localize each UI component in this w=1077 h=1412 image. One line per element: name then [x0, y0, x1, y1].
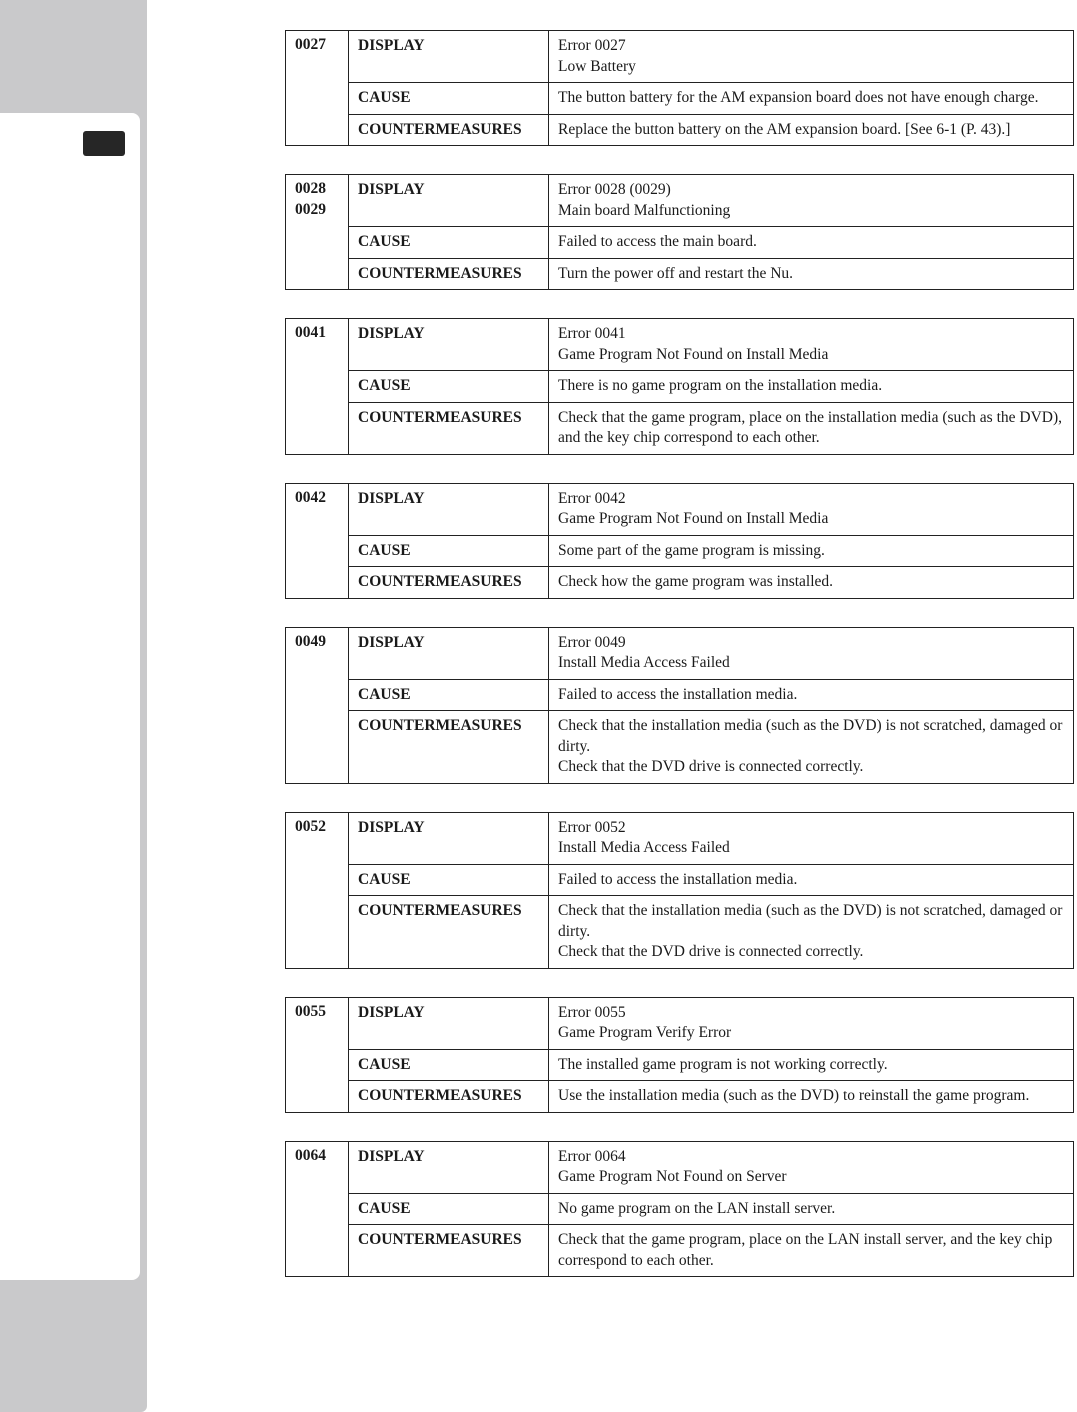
error-row-display — [286, 31, 1074, 83]
error-row-countermeasures — [286, 896, 1074, 969]
error-row-cause — [286, 371, 1074, 403]
countermeasures-label: COUNTERMEASURES — [349, 1081, 549, 1113]
countermeasures-text-line: Use the installation media (such as the DVD) to reinstall the game program. — [558, 1087, 1030, 1104]
error-row-countermeasures — [286, 402, 1074, 454]
cause-value — [549, 1193, 1074, 1225]
error-code-cell — [286, 1141, 349, 1277]
error-row-display — [286, 1141, 1074, 1193]
error-table — [285, 1141, 1074, 1278]
display-text-line: Low Battery — [558, 57, 636, 75]
error-row-cause — [286, 83, 1074, 115]
display-value — [549, 483, 1074, 535]
error-code: 0027 — [295, 36, 326, 53]
error-row-cause — [286, 227, 1074, 259]
error-code: 0042 — [295, 488, 326, 506]
error-code-cell — [286, 997, 349, 1112]
display-text-line: Error 0052 — [558, 818, 626, 836]
countermeasures-label: COUNTERMEASURES — [349, 1225, 549, 1277]
error-row-cause — [286, 535, 1074, 567]
display-text-line: Error 0041 — [558, 325, 626, 342]
error-code: 0041 — [295, 324, 326, 341]
cause-value — [549, 864, 1074, 896]
display-text-line: Install Media Access Failed — [558, 839, 730, 856]
countermeasures-text-line: Check that the DVD drive is connected correctly. — [558, 758, 864, 775]
cause-label: CAUSE — [349, 227, 549, 259]
display-text-line: Error 0028 (0029) — [558, 181, 671, 198]
display-text-line: Game Program Not Found on Server — [558, 1168, 787, 1185]
error-table — [285, 483, 1074, 599]
cause-label: CAUSE — [349, 371, 549, 403]
display-text-line: Error 0049 — [558, 633, 626, 651]
error-row-countermeasures — [286, 114, 1074, 146]
display-value — [549, 31, 1074, 83]
display-text-line: Error 0064 — [558, 1147, 626, 1165]
display-value — [549, 997, 1074, 1049]
error-row-cause — [286, 864, 1074, 896]
display-label: DISPLAY — [349, 1141, 549, 1193]
cause-value — [549, 679, 1074, 711]
countermeasures-value — [549, 1225, 1074, 1277]
cause-text-line: Failed to access the installation media. — [558, 685, 798, 703]
cause-label: CAUSE — [349, 1049, 549, 1081]
display-value — [549, 1141, 1074, 1193]
error-code: 0049 — [295, 632, 326, 650]
error-code-cell — [286, 31, 349, 146]
error-code-cell — [286, 319, 349, 455]
error-code: 0028 — [295, 180, 326, 197]
cause-value — [549, 371, 1074, 403]
error-table — [285, 812, 1074, 969]
error-code: 0055 — [295, 1002, 326, 1020]
error-table — [285, 30, 1074, 146]
error-table — [285, 318, 1074, 455]
error-code: 0064 — [295, 1146, 326, 1164]
error-row-display — [286, 627, 1074, 679]
error-row-display — [286, 175, 1074, 227]
display-value — [549, 812, 1074, 864]
countermeasures-label: COUNTERMEASURES — [349, 258, 549, 290]
error-code-cell — [286, 812, 349, 968]
cause-label: CAUSE — [349, 535, 549, 567]
cause-text-line: Some part of the game program is missing. — [558, 541, 825, 559]
display-label: DISPLAY — [349, 812, 549, 864]
display-text-line: Error 0042 — [558, 489, 626, 507]
cause-label: CAUSE — [349, 83, 549, 115]
error-row-countermeasures — [286, 567, 1074, 599]
countermeasures-text-line: Check that the installation media (such as the DVD) is not scratched, damaged or dirty. — [558, 717, 1063, 755]
display-text-line: Error 0027 — [558, 37, 626, 54]
countermeasures-label: COUNTERMEASURES — [349, 711, 549, 784]
side-tab-panel — [0, 113, 140, 1280]
countermeasures-value — [549, 402, 1074, 454]
error-row-display — [286, 997, 1074, 1049]
countermeasures-text-line: Check how the game program was installed. — [558, 573, 834, 590]
display-value — [549, 627, 1074, 679]
error-code-cell — [286, 627, 349, 783]
display-label: DISPLAY — [349, 483, 549, 535]
cause-value — [549, 83, 1074, 115]
countermeasures-label: COUNTERMEASURES — [349, 896, 549, 969]
cause-text-line: The installed game program is not working correctly. — [558, 1055, 888, 1073]
countermeasures-value — [549, 258, 1074, 290]
error-code: 0029 — [295, 200, 326, 218]
error-row-display — [286, 483, 1074, 535]
page-side-band — [0, 0, 147, 1412]
countermeasures-value — [549, 896, 1074, 969]
countermeasures-text-line: Check that the game program, place on the installation media (such as the DVD), and the key chip correspond to each other. — [558, 408, 1063, 446]
countermeasures-value — [549, 567, 1074, 599]
cause-text-line: No game program on the LAN install server. — [558, 1199, 836, 1217]
countermeasures-text-line: Check that the DVD drive is connected correctly. — [558, 943, 864, 960]
display-text-line: Error 0055 — [558, 1003, 626, 1021]
cause-value — [549, 1049, 1074, 1081]
cause-label: CAUSE — [349, 679, 549, 711]
display-text-line: Game Program Not Found on Install Media — [558, 345, 829, 363]
display-label: DISPLAY — [349, 175, 549, 227]
error-row-countermeasures — [286, 1225, 1074, 1277]
cause-value — [549, 535, 1074, 567]
cause-text-line: The button battery for the AM expansion board does not have enough charge. — [558, 89, 1039, 106]
cause-text-line: Failed to access the main board. — [558, 233, 757, 250]
display-text-line: Game Program Not Found on Install Media — [558, 510, 829, 527]
error-row-display — [286, 812, 1074, 864]
display-label: DISPLAY — [349, 627, 549, 679]
countermeasures-label: COUNTERMEASURES — [349, 402, 549, 454]
chapter-tab-marker — [83, 131, 125, 156]
error-table — [285, 627, 1074, 784]
error-code: 0052 — [295, 817, 326, 835]
countermeasures-text-line: Check that the game program, place on the LAN install server, and the key chip correspond to each other. — [558, 1231, 1053, 1269]
error-code-cell — [286, 483, 349, 598]
countermeasures-value — [549, 114, 1074, 146]
countermeasures-text-line: Turn the power off and restart the Nu. — [558, 264, 794, 282]
display-label: DISPLAY — [349, 997, 549, 1049]
error-row-display — [286, 319, 1074, 371]
error-row-cause — [286, 1049, 1074, 1081]
display-text-line: Game Program Verify Error — [558, 1024, 732, 1041]
cause-text-line: There is no game program on the installation media. — [558, 377, 883, 394]
countermeasures-label: COUNTERMEASURES — [349, 567, 549, 599]
display-label: DISPLAY — [349, 31, 549, 83]
error-row-countermeasures — [286, 1081, 1074, 1113]
countermeasures-value — [549, 1081, 1074, 1113]
countermeasures-text-line: Replace the button battery on the AM expansion board. [See 6-1 (P. 43).] — [558, 120, 1011, 138]
error-table — [285, 997, 1074, 1113]
error-table — [285, 174, 1074, 290]
error-row-countermeasures — [286, 711, 1074, 784]
display-value — [549, 175, 1074, 227]
cause-text-line: Failed to access the installation media. — [558, 870, 798, 888]
cause-value — [549, 227, 1074, 259]
error-code-cell — [286, 175, 349, 290]
error-row-cause — [286, 679, 1074, 711]
error-row-countermeasures — [286, 258, 1074, 290]
error-row-cause — [286, 1193, 1074, 1225]
cause-label: CAUSE — [349, 864, 549, 896]
display-value — [549, 319, 1074, 371]
error-code-list — [285, 30, 1077, 1305]
countermeasures-label: COUNTERMEASURES — [349, 114, 549, 146]
countermeasures-value — [549, 711, 1074, 784]
display-text-line: Install Media Access Failed — [558, 654, 730, 671]
display-label: DISPLAY — [349, 319, 549, 371]
countermeasures-text-line: Check that the installation media (such as the DVD) is not scratched, damaged or dirty. — [558, 902, 1063, 940]
display-text-line: Main board Malfunctioning — [558, 201, 731, 219]
cause-label: CAUSE — [349, 1193, 549, 1225]
